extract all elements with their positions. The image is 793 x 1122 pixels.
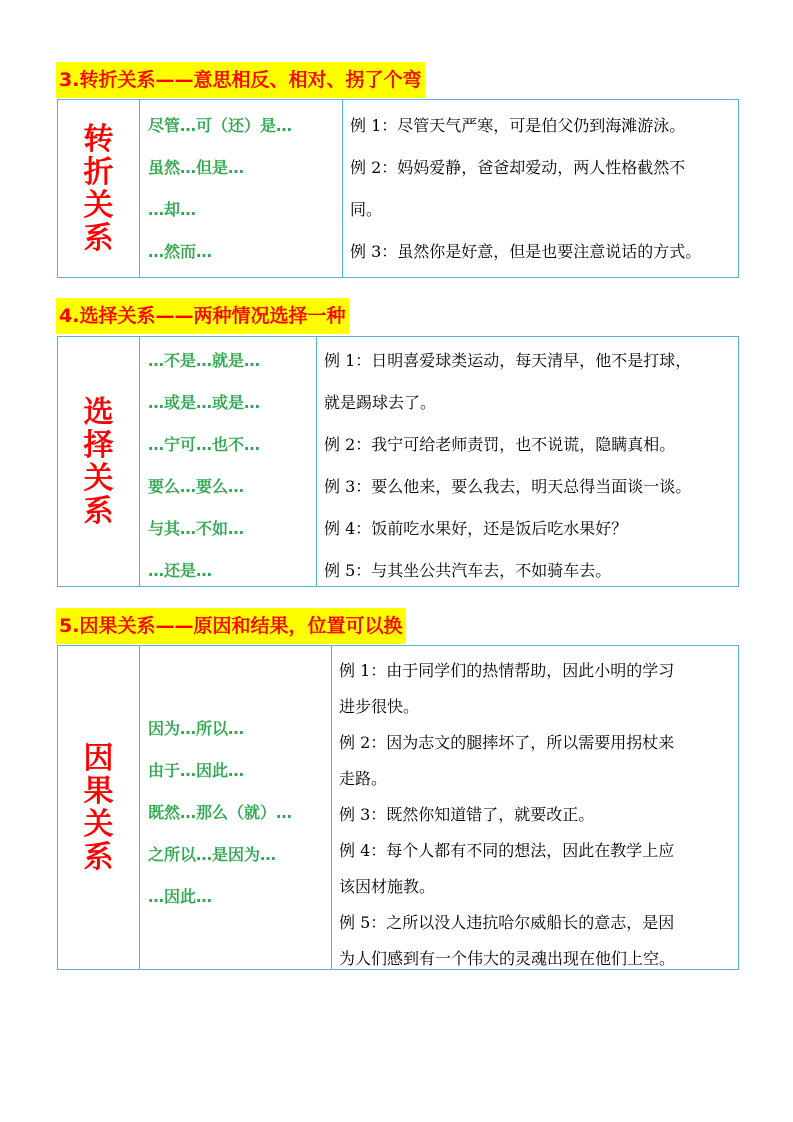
example-line: 例 2：因为志文的腿摔坏了，所以需要用拐杖来 <box>339 733 675 752</box>
connective-word: 与其…不如… <box>148 519 245 538</box>
connective-word: 尽管…可（还）是… <box>148 116 293 135</box>
relation-title-cell <box>58 100 140 277</box>
connective-word: …然而… <box>148 242 213 261</box>
example-line: 例 5：与其坐公共汽车去，不如骑车去。 <box>324 561 612 580</box>
relation-title: 因果关系 <box>83 740 114 875</box>
connective-word: …不是…就是… <box>148 351 261 370</box>
example-line: 就是踢球去了。 <box>324 393 437 412</box>
example-line: 例 1：日明喜爱球类运动，每天清早，他不是打球， <box>324 351 692 370</box>
connective-word: …宁可…也不… <box>148 435 261 454</box>
example-line: 例 3：要么他来，要么我去，明天总得当面谈一谈。 <box>324 477 692 496</box>
example-line: 例 2：我宁可给老师责罚，也不说谎，隐瞒真相。 <box>324 435 676 454</box>
example-line: 例 1：由于同学们的热情帮助，因此小明的学习 <box>339 661 675 680</box>
example-line: 进步很快。 <box>339 697 420 716</box>
example-line: 例 3：虽然你是好意，但是也要注意说话的方式。 <box>350 242 702 261</box>
example-line: 走路。 <box>339 769 388 788</box>
relation-table-contrast <box>57 99 739 278</box>
connective-word: 由于…因此… <box>148 761 245 780</box>
relation-title: 转折关系 <box>83 121 114 256</box>
connective-word: 因为…所以… <box>148 719 245 738</box>
example-line: 例 5：之所以没人违抗哈尔威船长的意志，是因 <box>339 913 675 932</box>
example-line: 例 2：妈妈爱静，爸爸却爱动，两人性格截然不 <box>350 158 686 177</box>
relation-table-choice <box>57 336 739 587</box>
relation-title-cell <box>58 337 140 586</box>
connective-words-cell <box>140 100 343 277</box>
connective-words-cell <box>140 337 317 586</box>
example-line: 例 4：饭前吃水果好，还是饭后吃水果好？ <box>324 519 628 538</box>
connective-word: 之所以…是因为… <box>148 845 277 864</box>
connective-word: …或是…或是… <box>148 393 261 412</box>
example-line: 例 4：每个人都有不同的想法，因此在教学上应 <box>339 841 675 860</box>
example-line: 同。 <box>350 200 383 219</box>
example-line: 为人们感到有一个伟大的灵魂出现在他们上空。 <box>339 949 676 968</box>
section-heading-choice: 4.选择关系——两种情况选择一种 <box>56 298 349 334</box>
connective-word: …还是… <box>148 561 213 580</box>
connective-word: 既然…那么（就）… <box>148 803 293 822</box>
examples-cell <box>343 100 738 277</box>
relation-table-causal <box>57 645 739 970</box>
example-line: 例 1：尽管天气严寒，可是伯父仍到海滩游泳。 <box>350 116 686 135</box>
example-line: 该因材施教。 <box>339 877 436 896</box>
connective-words-cell <box>140 646 332 969</box>
connective-word: …因此… <box>148 887 213 906</box>
relation-title-cell <box>58 646 140 969</box>
connective-word: …却… <box>148 200 197 219</box>
section-heading-contrast: 3.转折关系——意思相反、相对、拐了个弯 <box>56 62 425 98</box>
relation-title: 选择关系 <box>83 394 114 529</box>
examples-cell <box>332 646 738 969</box>
section-heading-causal: 5.因果关系——原因和结果，位置可以换 <box>56 608 406 644</box>
example-line: 例 3：既然你知道错了，就要改正。 <box>339 805 595 824</box>
examples-cell <box>317 337 738 586</box>
connective-word: 要么…要么… <box>148 477 245 496</box>
connective-word: 虽然…但是… <box>148 158 245 177</box>
